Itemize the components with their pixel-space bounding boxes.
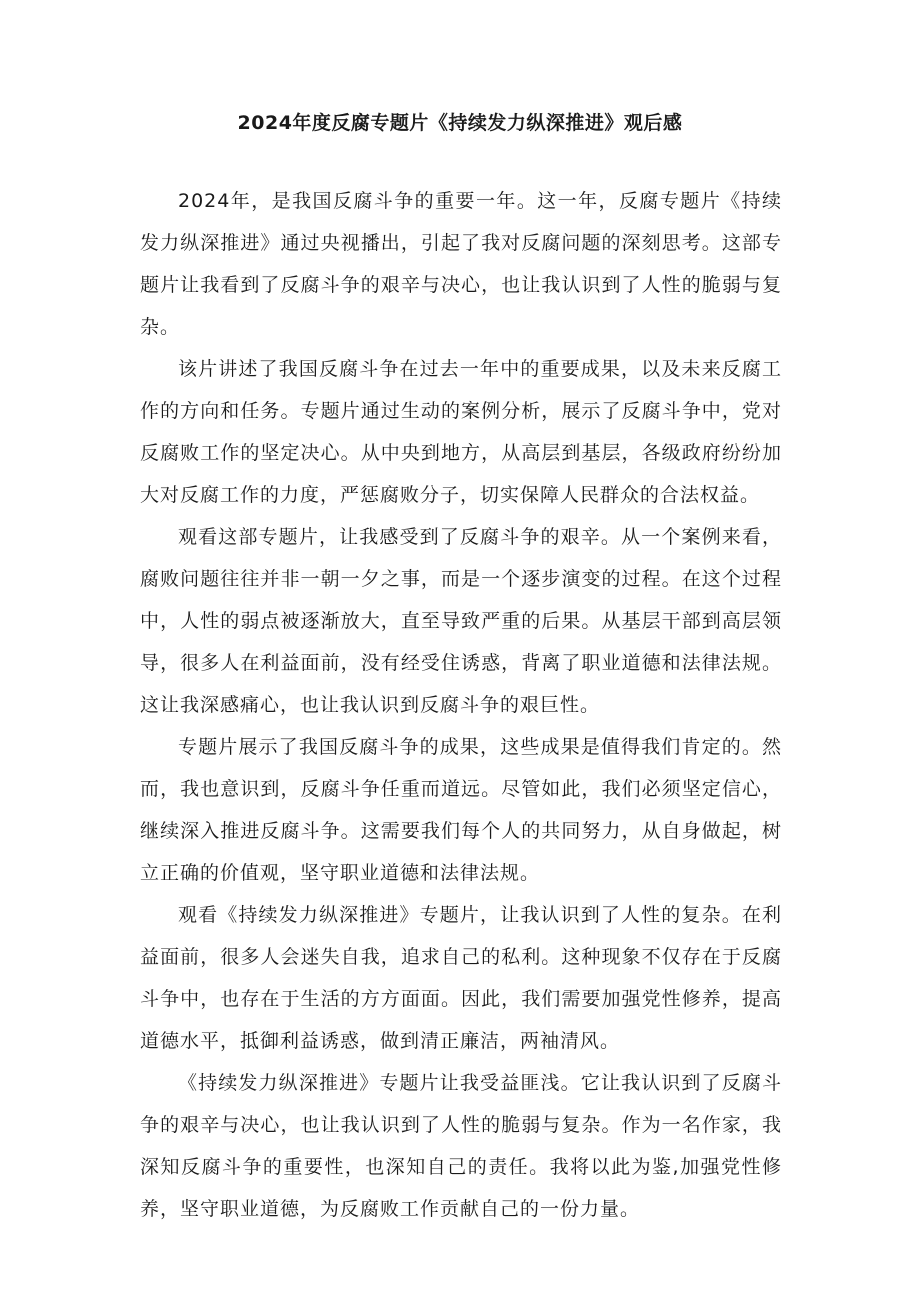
- paragraph-2: 该片讲述了我国反腐斗争在过去一年中的重要成果，以及未来反腐工作的方向和任务。专题片通过生动的案例分析，展示了反腐斗争中，党对反腐败工作的坚定决心。从中央到地方，从高层到基层，各级政府纷纷加大对反腐工作的力度，严惩腐败分子，切实保障人民群众的合法权益。: [140, 358, 782, 506]
- paragraph-1: 2024年，是我国反腐斗争的重要一年。这一年，反腐专题片《持续发力纵深推进》通过央视播出，引起了我对反腐问题的深刻思考。这部专题片让我看到了反腐斗争的艰辛与决心，也让我认识到了人性的脆弱与复杂。: [140, 190, 782, 338]
- document-title: 2024年度反腐专题片《持续发力纵深推进》观后感: [237, 112, 683, 134]
- document-body: [140, 180, 782, 1230]
- paragraph-5: 观看《持续发力纵深推进》专题片，让我认识到了人性的复杂。在利益面前，很多人会迷失自我，追求自己的私利。这种现象不仅存在于反腐斗争中，也存在于生活的方方面面。因此，我们需要加强党性修养，提高道德水平，抵御利益诱惑，做到清正廉洁，两袖清风。: [140, 904, 782, 1052]
- paragraph-4: 专题片展示了我国反腐斗争的成果，这些成果是值得我们肯定的。然而，我也意识到，反腐斗争任重而道远。尽管如此，我们必须坚定信心，继续深入推进反腐斗争。这需要我们每个人的共同努力，从自身做起，树立正确的价值观，坚守职业道德和法律法规。: [140, 736, 782, 884]
- paragraph-6: 《持续发力纵深推进》专题片让我受益匪浅。它让我认识到了反腐斗争的艰辛与决心，也让我认识到了人性的脆弱与复杂。作为一名作家，我深知反腐斗争的重要性，也深知自己的责任。我将以此为鉴,加强党性修养，坚守职业道德，为反腐败工作贡献自己的一份力量。: [140, 1072, 782, 1220]
- paragraph-3: 观看这部专题片，让我感受到了反腐斗争的艰辛。从一个案例来看，腐败问题往往并非一朝一夕之事，而是一个逐步演变的过程。在这个过程中，人性的弱点被逐渐放大，直至导致严重的后果。从基层干部到高层领导，很多人在利益面前，没有经受住诱惑，背离了职业道德和法律法规。这让我深感痛心，也让我认识到反腐斗争的艰巨性。: [140, 526, 782, 716]
